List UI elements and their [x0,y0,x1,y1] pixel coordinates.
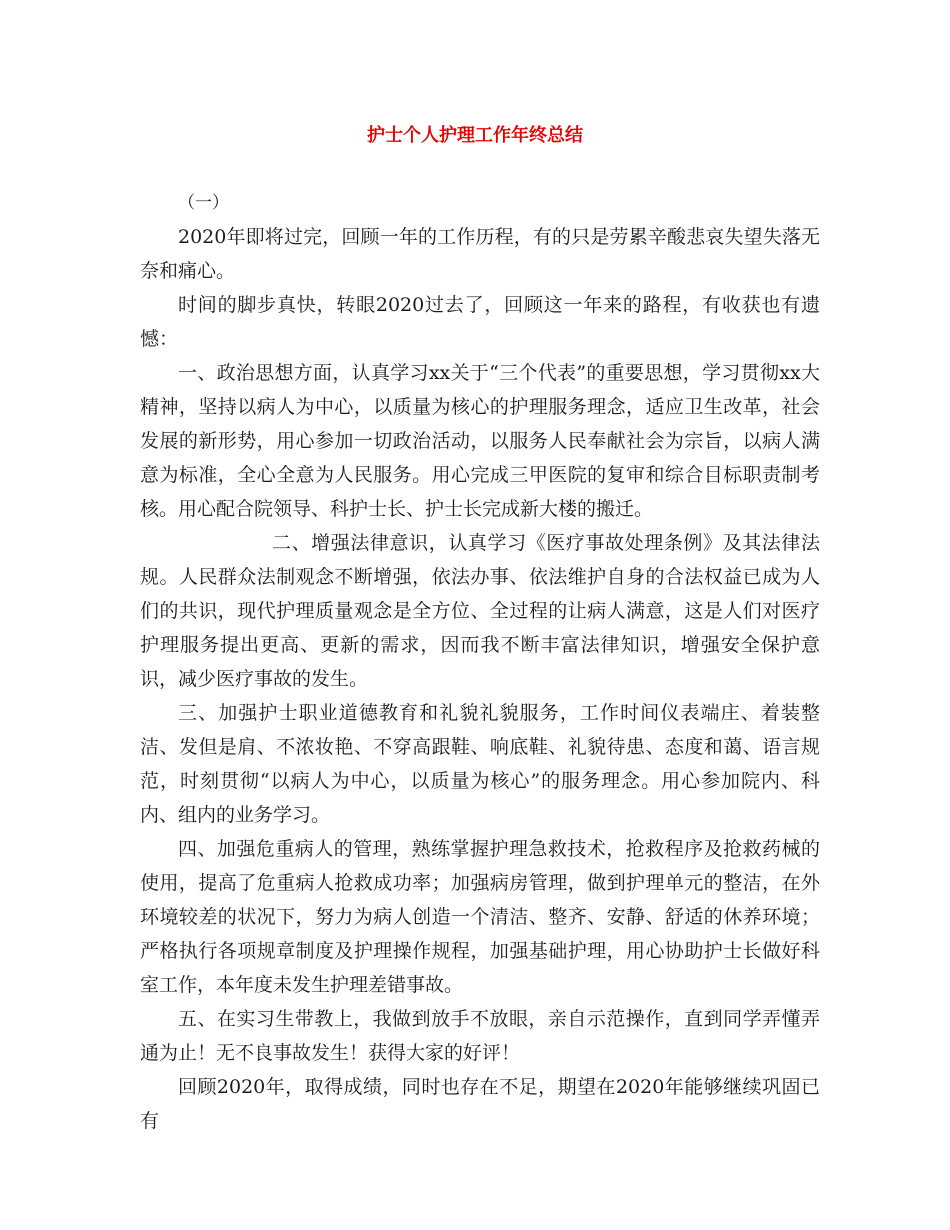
document-title: 护士个人护理工作年终总结 [367,125,583,146]
paragraph: 2020年即将过完，回顾一年的工作历程，有的只是劳累辛酸悲哀失望失落无奈和痛心。 [140,226,820,282]
paragraph: 五、在实习生带教上，我做到放手不放眼，亲自示范操作，直到同学弄懂弄通为止！无不良事故发生！获得大家的好评！ [140,1008,820,1064]
section-heading: （一） [178,193,229,213]
paragraph: 四、加强危重病人的管理，熟练掌握护理急救技术，抢救程序及抢救药械的使用，提高了危重病人抢救成功率；加强病房管理，做到护理单元的整洁，在外环境较差的状况下，努力为病人创造一个清洁、整齐、安静、舒适的休养环境；严格执行各项规章制度及护理操作规程，加强基础护理，用心协助护士长做好科室工作，本年度未发生护理差错事故。 [140,838,820,996]
document-body [140,186,820,1138]
paragraph: 时间的脚步真快，转眼2020过去了，回顾这一年来的路程，有收获也有遗憾： [140,294,820,350]
paragraph: 一、政治思想方面，认真学习xx关于“三个代表”的重要思想，学习贯彻xx大精神，坚持以病人为中心，以质量为核心的护理服务理念，适应卫生改革，社会发展的新形势，用心参加一切政治活动，以服务人民奉献社会为宗旨，以病人满意为标准，全心全意为人民服务。用心完成三甲医院的复审和综合目标职责制考核。用心配合院领导、科护士长、护士长完成新大楼的搬迁。 [140,362,820,520]
paragraph: 回顾2020年，取得成绩，同时也存在不足，期望在2020年能够继续巩固已有 [140,1076,820,1132]
paragraph: 二、增强法律意识，认真学习《医疗事故处理条例》及其法律法规。人民群众法制观念不断增强，依法办事、依法维护自身的合法权益已成为人们的共识，现代护理质量观念是全方位、全过程的让病人满意，这是人们对医疗护理服务提出更高、更新的需求，因而我不断丰富法律知识，增强安全保护意识，减少医疗事故的发生。 [140,532,820,690]
paragraph: 三、加强护士职业道德教育和礼貌礼貌服务，工作时间仪表端庄、着装整洁、发但是肩、不浓妆艳、不穿高跟鞋、响底鞋、礼貌待患、态度和蔼、语言规范，时刻贯彻“以病人为中心，以质量为核心”的服务理念。用心参加院内、科内、组内的业务学习。 [140,702,820,826]
